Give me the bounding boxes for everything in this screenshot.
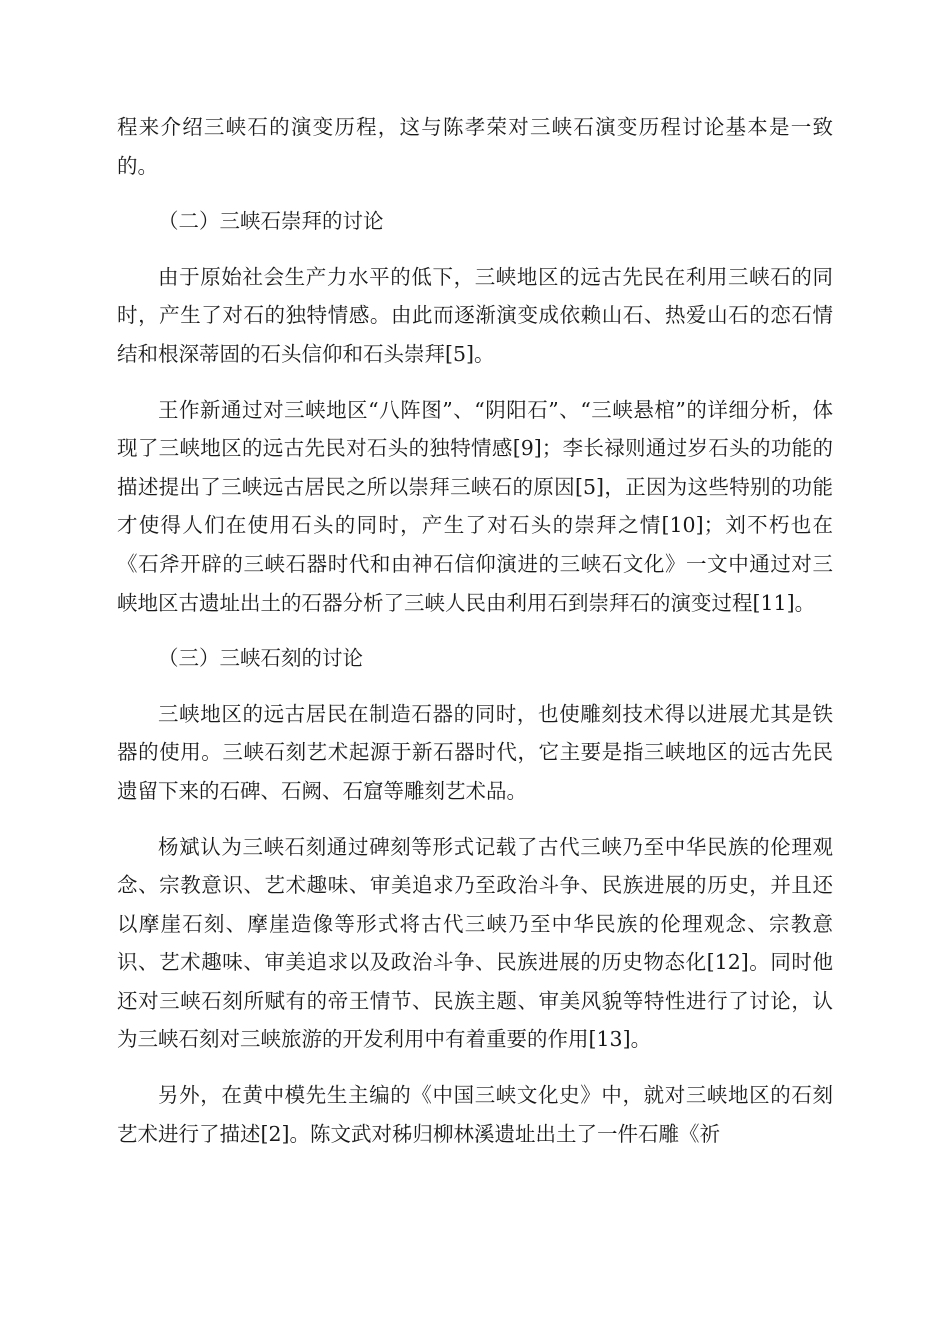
paragraph: 三峡地区的远古居民在制造石器的同时，也使雕刻技术得以进展尤其是铁器的使用。三峡石刻艺术起源于新石器时代，它主要是指三峡地区的远古先民遗留下来的石碑、石阙、石窟等雕刻艺术品。 (117, 701, 833, 803)
section-heading-carving: （三）三峡石刻的讨论 (158, 646, 363, 671)
document-page (117, 108, 833, 1170)
paragraph: 由于原始社会生产力水平的低下，三峡地区的远古先民在利用三峡石的同时，产生了对石的独特情感。由此而逐渐演变成依赖山石、热爱山石的恋石情结和根深蒂固的石头信仰和石头崇拜[5]。 (117, 264, 833, 366)
paragraph-continued: 程来介绍三峡石的演变历程，这与陈孝荣对三峡石演变历程讨论基本是一致的。 (117, 115, 833, 178)
paragraph: 另外，在黄中模先生主编的《中国三峡文化史》中，就对三峡地区的石刻艺术进行了描述[2]。陈文武对秭归柳林溪遗址出土了一件石雕《祈 (117, 1083, 833, 1146)
paragraph: 王作新通过对三峡地区“八阵图”、“阴阳石”、“三峡悬棺”的详细分析，体现了三峡地区的远古先民对石头的独特情感[9]；李长禄则通过岁石头的功能的描述提出了三峡远古居民之所以崇拜三峡石的原因[5]，正因为这些特别的功能才使得人们在使用石头的同时，产生了对石头的崇拜之情[10]；刘不朽也在《石斧开辟的三峡石器时代和由神石信仰演进的三峡石文化》一文中通过对三峡地区古遗址出土的石器分析了三峡人民由利用石到崇拜石的演变过程[11]。 (117, 397, 833, 615)
section-heading-worship: （二）三峡石崇拜的讨论 (158, 209, 384, 234)
paragraph: 杨斌认为三峡石刻通过碑刻等形式记载了古代三峡乃至中华民族的伦理观念、宗教意识、艺术趣味、审美追求乃至政治斗争、民族进展的历史，并且还以摩崖石刻、摩崖造像等形式将古代三峡乃至中华民族的伦理观念、宗教意识、艺术趣味、审美追求以及政治斗争、民族进展的历史物态化[12]。同时他还对三峡石刻所赋有的帝王情节、民族主题、审美风貌等特性进行了讨论，认为三峡石刻对三峡旅游的开发利用中有着重要的作用[13]。 (117, 834, 833, 1052)
